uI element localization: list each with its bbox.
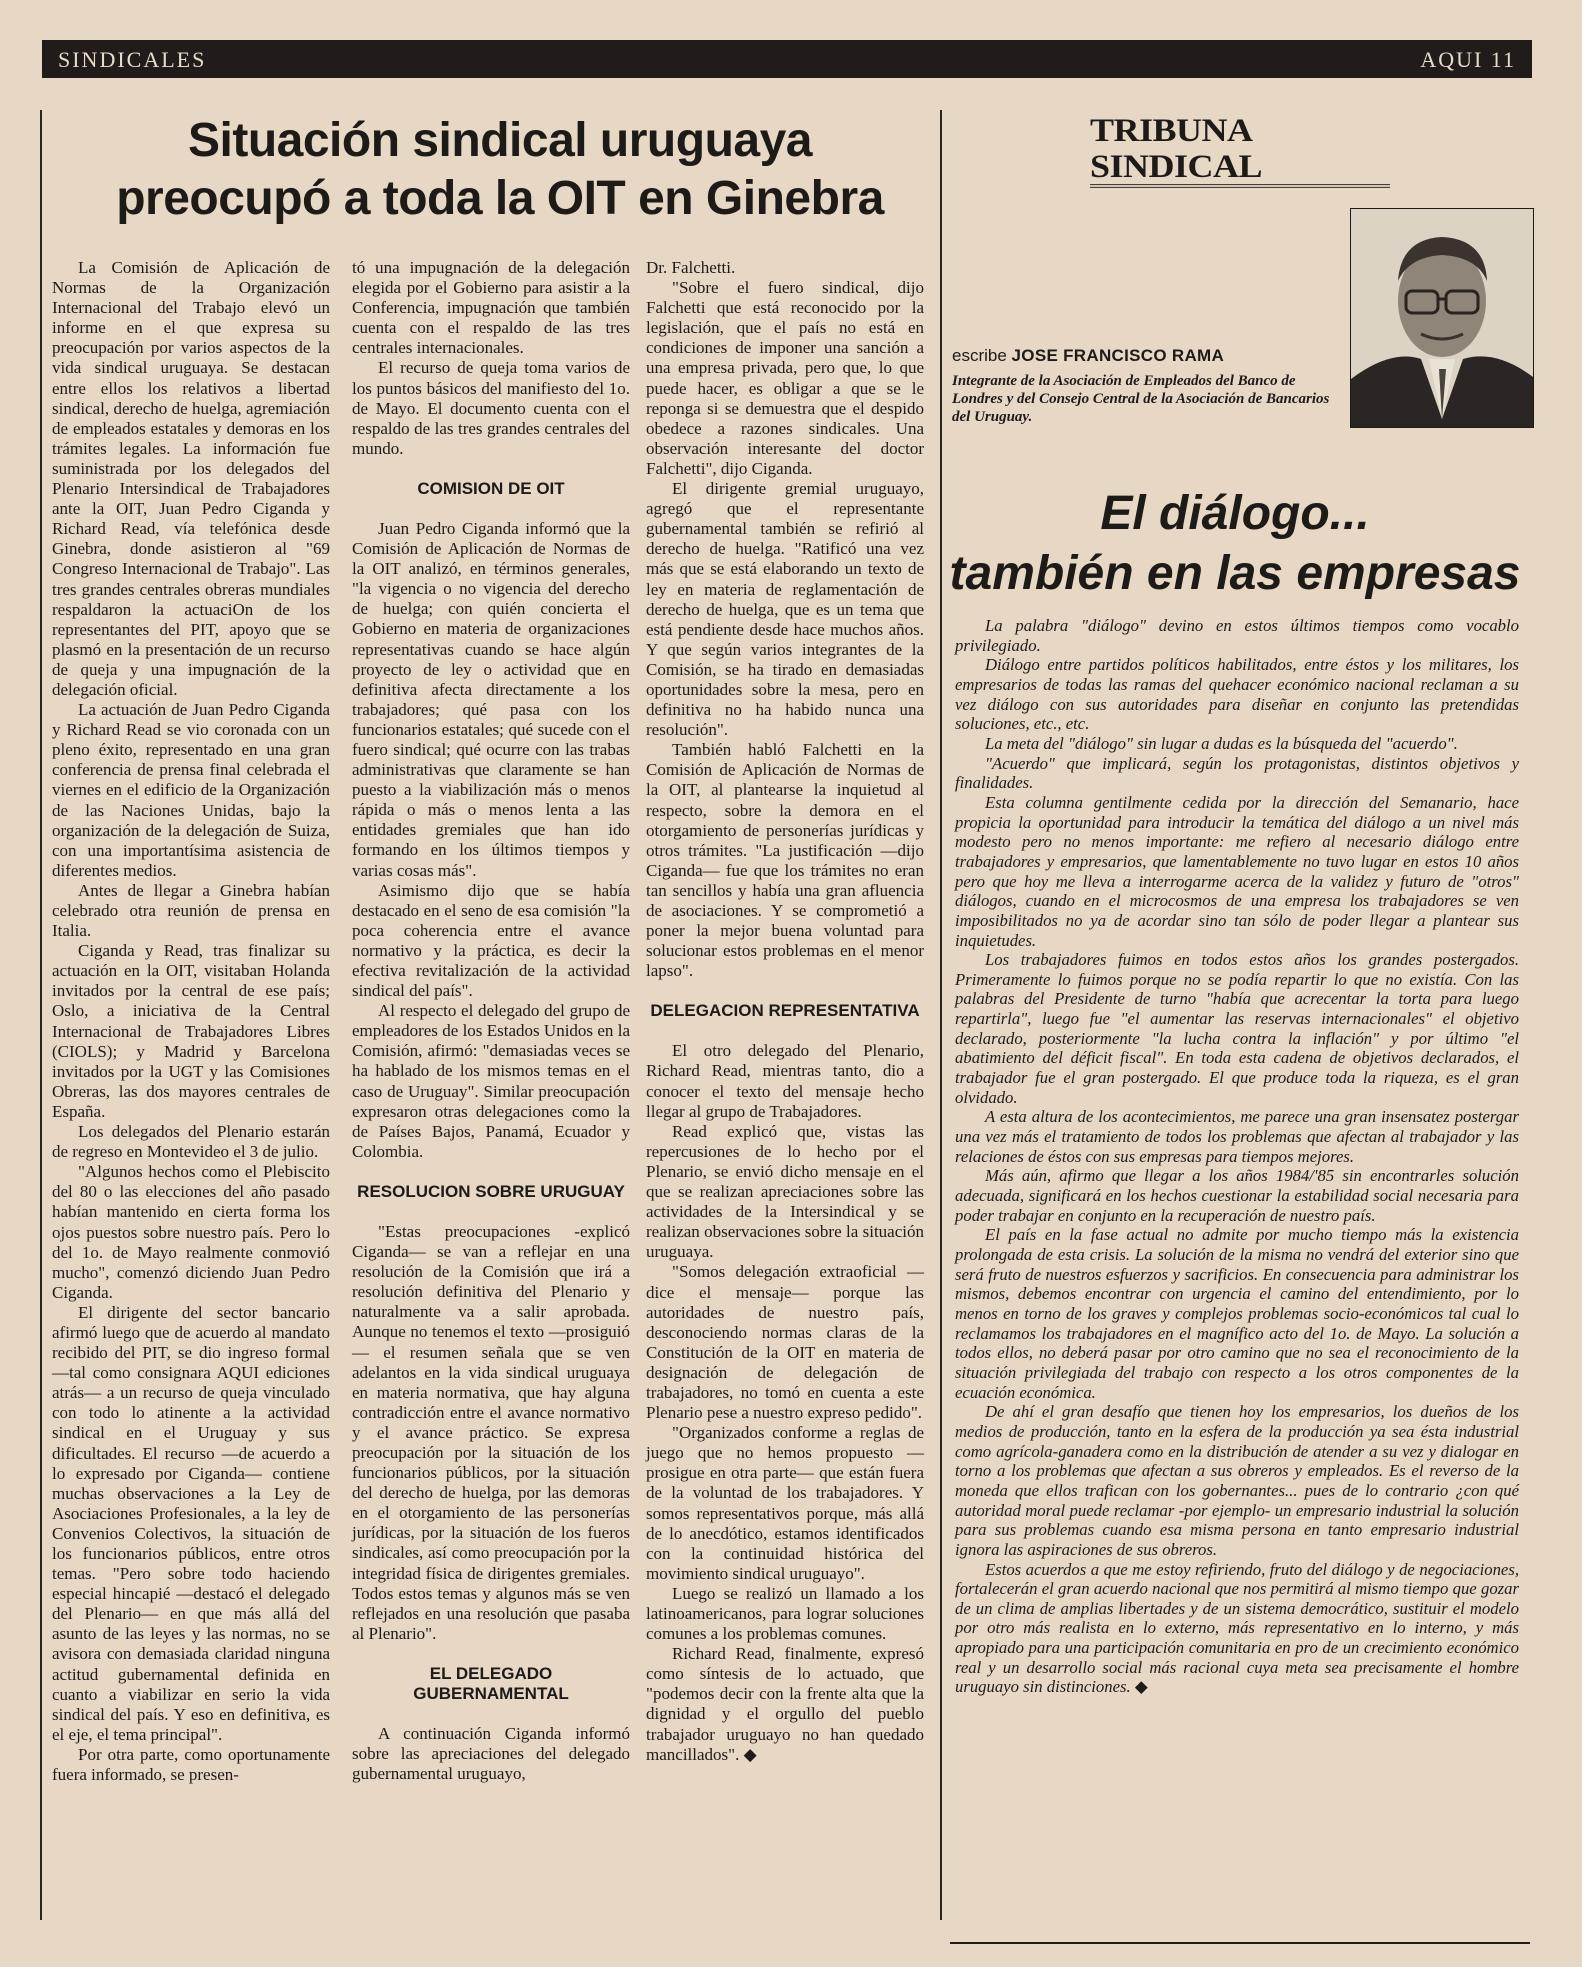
paragraph: Richard Read, finalmente, expresó como síntesis de lo actuado, que "podemos decir con la frente alta que la dignidad y el orgullo del pueblo trabajador uruguayo no han quedado mancillados". ◆ [646,1644,924,1764]
paragraph: La palabra "diálogo" devino en estos últimos tiempos como vocablo privilegiado. [955,616,1519,655]
paragraph: "Somos delegación extraoficial —dice el mensaje— porque las autoridades de nuestro país, desconociendo normas claras de la Constitución de la OIT en materia de designación de delegación de trabajadores, no tomó en cuenta a este Plenario pese a nuestro expreso pedido". [646,1262,924,1423]
byline-prefix: escribe [952,346,1007,365]
column-divider-rule [940,110,942,1920]
article-headline [60,112,940,228]
column-2-section-3 [352,1724,630,1784]
paragraph: "Organizados conforme a reglas de juego que no hemos propuesto —prosigue en otra parte— que están fuera de la voluntad de los trabajadores. Y somos representativos porque, más allá de lo anecdótico, estamos identificados con la continuidad histórica del movimiento sindical uruguayo". [646,1423,924,1583]
paragraph: Estos acuerdos a que me estoy refiriendo, fruto del diálogo y de negociaciones, fortalecerán el gran acuerdo nacional que nos permitirá al mismo tiempo que gozar de un clima de amplias libertades y de un sistema democrático, sustituir el modelo por otro más realista en lo externo, más representativo en lo interno, y más apropiado para una participación comunitaria en pro de un crecimiento económico real y un desarrollo social más racional cuya meta sea precisamente el hombre uruguayo sin distinciones. ◆ [955,1559,1519,1697]
column-3-intro [646,258,924,981]
paragraph: Antes de llegar a Ginebra habían celebrado otra reunión de prensa en Italia. [52,880,330,941]
column-bottom-rule [950,1942,1530,1944]
paragraph: Juan Pedro Ciganda informó que la Comisión de Aplicación de Normas de la OIT analizó, en términos generales, "la vigencia o no vigencia del derecho de huelga; con quién concierta el Gobierno en materia de organizaciones representativas cuando se hace algún proyecto de ley o actividad que en definitiva afecta directamente a los trabajadores; qué pasa con los funcionarios estatales; qué sucede con el fuero sindical; qué ocurre con las trabas administrativas que claramente se han puesto a la viabilización más o menos rápida o más o menos lenta a las entidades gremiales que han ido formando en los últimos tiempos y varias cosas más". [352,518,630,880]
article-column-2 [352,258,630,1784]
paragraph: Los trabajadores fuimos en todos estos años los grandes postergados. Primeramente lo fuimos porque no se podía repartir lo que no existía. Con las palabras del Presidente de turno "había que acrecentar la torta para luego repartirla", luego fue "el aumentar las reservas internacionales" el objetivo declarado, posteriormente "la lucha contra la inflación" y por último "el abatimiento del déficit fiscal". En toda esta cadena de objetivos declarados, el trabajador fue el gran postergado. El que produce toda la riqueza, es el gran olvidado. [955,950,1519,1107]
page-number: AQUI 11 [1420,47,1516,72]
headline-line-2: preocupó a toda la OIT en Ginebra [116,172,884,225]
column-3-section [646,1041,924,1764]
column-2-section-1 [352,519,630,1162]
column-headline [940,484,1530,604]
paragraph: El país en la fase actual no admite por mucho tiempo más la existencia prolongada de esta crisis. La solución de la misma no vendrá del exterior sino que será fruto de nuestros esfuerzos y sacrificios. En consecuencia para administrar los mismos, debemos encontrar con urgencia el camino del entendimiento, por lo menos en torno de los graves y complejos problemas socio-económicos tal cual lo reclamamos los trabajadores en el magnífico acto del 1o. de Mayo. La solución a todos ellos, no deberá pasar por otro camino que no sea el reconocimiento de la situación privilegiada del trabajo con respecto a los otros componentes de la ecuación económica. [955,1225,1519,1402]
paragraph: Más aún, afirmo que llegar a los años 1984/'85 sin encontrarles solución adecuada, significará en los hechos cuestionar la estabilidad social necesaria para poder trabajar en conjunto en la recuperación de nuestro país. [955,1166,1519,1225]
headline-line-1: Situación sindical uruguaya [188,114,812,167]
paragraph: El otro delegado del Plenario, Richard Read, mientras tanto, dio a conocer el texto del mensaje hecho llegar al grupo de Trabajadores. [646,1041,924,1121]
paragraph: tó una impugnación de la delegación elegida por el Gobierno para asistir a la Conferencia, impugnación que también cuenta con el respaldo de las tres centrales internacionales. [352,258,630,358]
paragraph: La meta del "diálogo" sin lugar a dudas es la búsqueda del "acuerdo". [985,733,1458,753]
article-column-3 [646,258,924,1765]
column-headline-line-2: también en las empresas [949,547,1521,600]
paragraph: Read explicó que, vistas las repercusiones de lo hecho por el Plenario, se envió dicho mensaje en el que se realizan apreciaciones sobre las actividades de la Intersindical y se realizan observaciones sobre la situación uruguaya. [646,1121,924,1262]
tribuna-sindical-logo: TRIBUNA SINDICAL [1090,112,1390,188]
paragraph: Diálogo entre partidos políticos habilitados, entre éstos y los militares, los empresarios de todas las ramas del quehacer económico nacional reclaman a su vez diálogo con sus autoridades para diseñar en conjunto las pretendidas soluciones, etc., etc. [955,655,1519,734]
paragraph: "Estas preocupaciones -explicó Ciganda— se van a reflejar en una resolución de la Comisión que irá a resolución definitiva del Plenario y naturalmente va a salir aprobada. Aunque no tenemos el texto —prosiguió— el resumen señala que se ven adelantos en la vida sindical uruguaya en materia normativa, que hay alguna contradicción entre el avance normativo y el avance práctico. Se expresa preocupación por la situación de los funcionarios públicos, por la situación del derecho de huelga, por las demoras en el otorgamiento de las personerías jurídicas, por la situación de los fueros sindicales, así como preocupación por la integridad física de dirigentes gremiales. Todos estos temas y algunos más se ven reflejados en una resolución que pasaba al Plenario". [352,1221,630,1643]
paragraph: "Acuerdo" que implicará, según los protagonistas, distintos objetivos y finalidades. [955,753,1519,793]
column-2-section-2 [352,1222,630,1644]
author-affiliation: Integrante de la Asociación de Empleados del Banco de Londres y del Consejo Central de la Asociación de Bancarios del Uruguay. [952,373,1330,425]
paragraph: A continuación Ciganda informó sobre las apreciaciones del delegado gubernamental uruguayo, [352,1723,630,1784]
paragraph: Dr. Falchetti. [646,258,736,277]
section-header-bar [42,40,1532,78]
column-body [955,616,1519,1697]
subheading-delegacion: DELEGACION REPRESENTATIVA [650,1001,920,1021]
article-column-1 [52,258,330,1785]
paragraph: El dirigente del sector bancario afirmó luego que de acuerdo al mandato recibido del PIT, se dio ingreso formal —tal como consignara AQUI ediciones atrás— a un recurso de queja vinculado con todo lo atinente a la actividad sindical en el Uruguay y sus dificultades. El recurso —de acuerdo a lo expresado por Ciganda— contiene muchas observaciones a la Ley de Asociaciones Profesionales, a la ley de Convenios Colectivos, la situación de los funcionarios públicos, entre otros temas. "Pero sobre todo haciendo especial hincapié —destacó el delegado del Plenario— en que más allá del asunto de las leyes y las normas, no se avisora con demasiada claridad ninguna actitud gubernamental definida en cuanto a viabilizar en serio la vida sindical del país. Y eso en definitiva, es el eje, el tema principal". [52,1302,330,1744]
paragraph: "Sobre el fuero sindical, dijo Falchetti que está reconocido por la legislación, que el país no está en condiciones de imponer una sanción a una empresa privada, pero que, lo que puede hacer, es obligar a que se le reponga si se demuestra que el despido obedece a razones sindicales. Una observación interesante del doctor Falchetti", dijo Ciganda. [646,278,924,478]
column-headline-line-1: El diálogo... [1100,487,1370,540]
paragraph: Los delegados del Plenario estarán de regreso en Montevideo el 3 de julio. [52,1122,330,1162]
paragraph: También habló Falchetti en la Comisión de Aplicación de Normas de la OIT, al plantearse la inquietud al respecto, sobre la demora en el otorgamiento de personerías jurídicas y otros trámites. "La justificación —dijo Ciganda— fue que los trámites no eran tan sencillos y había una gran afluencia de asociaciones. Y se comprometió a poner la mejor buena voluntad para solucionar estos problemas en el menor lapso". [646,740,924,981]
paragraph: La actuación de Juan Pedro Ciganda y Richard Read se vio coronada con un pleno éxito, representado en una gran conferencia de prensa final celebrada el viernes en el edificio de la Organización de las Naciones Unidas, bajo la organización de la delegación de Suiza, con una importantísima asistencia de diferentes medios. [52,700,330,880]
subheading-resolucion: RESOLUCION SOBRE URUGUAY [357,1181,625,1201]
paragraph: Esta columna gentilmente cedida por la dirección del Semanario, hace propicia la oportunidad para introducir la temática del diálogo a un nivel más modesto pero no menos importante: me refiero al necesario diálogo entre trabajadores y empresarios, que lamentablemente no tuvo lugar en estos 10 años pero que hoy me lleva a interrogarme acerca de la validez y futuro de "otros" diálogos, cuando en el microcosmos de una empresa los trabajadores se ven imposibilitados no ya de acordar sino tan sólo de poder llegar a plantear sus inquietudes. [955,792,1519,950]
subheading-delegado: EL DELEGADO GUBERNAMENTAL [413,1663,569,1703]
paragraph: Por otra parte, como oportunamente fuera informado, se presen- [52,1744,330,1785]
paragraph: "Algunos hechos como el Plebiscito del 80 o las elecciones del año pasado habían mantenido en cierta forma los ojos puestos sobre nuestro país. Pero lo del 1o. de Mayo realmente conmovió mucho", comenzó diciendo Juan Pedro Ciganda. [52,1162,330,1302]
paragraph: Asimismo dijo que se había destacado en el seno de esa comisión "la poca coherencia entre el avance normativo y la práctica, es decir la efectiva revitalización de la actividad sindical del país". [352,880,630,1001]
paragraph: A esta altura de los acontecimientos, me parece una gran insensatez postergar una vez más el tratamiento de todos los problemas que afectan al trabajador y las relaciones de éstos con sus empresas para tiempos mejores. [955,1107,1519,1166]
paragraph: Luego se realizó un llamado a los latinoamericanos, para lograr soluciones comunes a los problemas comunes. [646,1583,924,1644]
paragraph: El dirigente gremial uruguayo, agregó que el representante gubernamental también se refirió al derecho de huelga. "Ratificó una vez más que se está elaborando un texto de ley en materia de reglamentación de derecho de huelga, que es un tema que está pendiente desde hace muchos años. Y que según varios integrantes de la Comisión, se ha tirado en demasiadas oportunidades sobre la mesa, pero en definitiva no ha habido nunca una resolución". [646,479,924,740]
author-name: JOSE FRANCISCO RAMA [1011,346,1225,365]
column-2-intro [352,258,630,459]
author-byline [952,346,1342,366]
section-name: SINDICALES [58,47,207,72]
paragraph: Al respecto el delegado del grupo de empleadores de los Estados Unidos en la Comisión, afirmó: "demasiadas veces se ha hablado de los mismos temas en el caso de Uruguay". Similar preocupación expresaron otras delegaciones como la de Países Bajos, Panamá, Ecuador y Colombia. [352,1001,630,1161]
paragraph: De ahí el gran desafío que tienen hoy los empresarios, los dueños de los medios de producción, tanto en la esfera de la producción ya sea ésta industrial como agrícola-ganadera como en la distribución de atender a su vez y dialogar en torno a los problemas que afectan a sus obreros y empleados. Es el reverso de la moneda que ellos trafican con los gobernantes... pues de lo contrario ¿con qué autoridad moral puede reclamar -por ejemplo- un empresario industrial la solución para sus problemas cuando esa misma persona en tanto empresario industrial ignora las aspiraciones de sus obreros. [955,1402,1519,1559]
paragraph: La Comisión de Aplicación de Normas de la Organización Internacional del Trabajo elevó un informe en el que expresa su preocupación por varios aspectos de la vida sindical uruguaya. Se destacan entre ellos los relativos a libertad sindical, derecho de huelga, agremiación de empleados estatales y demoras en los trámites legales. La información fue suministrada por los delegados del Plenario Intersindical de Trabajadores ante la OIT, Juan Pedro Ciganda y Richard Read, vía telefónica desde Ginebra, donde asistieron al "69 Congreso Internacional de Trabajo". Las tres grandes centrales obreras mundiales respaldaron la actuaciOn de los representantes del PIT, apoyo que se plasmó en la presentación de un recurso de queja y una impugnación de la delegación oficial. [52,258,330,699]
paragraph: Ciganda y Read, tras finalizar su actuación en la OIT, visitaban Holanda invitados por la central de ese país; Oslo, a iniciativa de la Central Internacional de Trabajadores Libres (CIOLS); y Madrid y Barcelona invitados por la UGT y las Comisiones Obreras, las dos mayores centrales de España. [52,941,330,1121]
subheading-comision-oit: COMISION DE OIT [417,478,565,498]
left-rule [40,110,42,1920]
author-photo [1350,208,1534,428]
paragraph: El recurso de queja toma varios de los puntos básicos del manifiesto del 1o. de Mayo. El documento cuenta con el respaldo de las tres grandes centrales del mundo. [352,358,630,458]
